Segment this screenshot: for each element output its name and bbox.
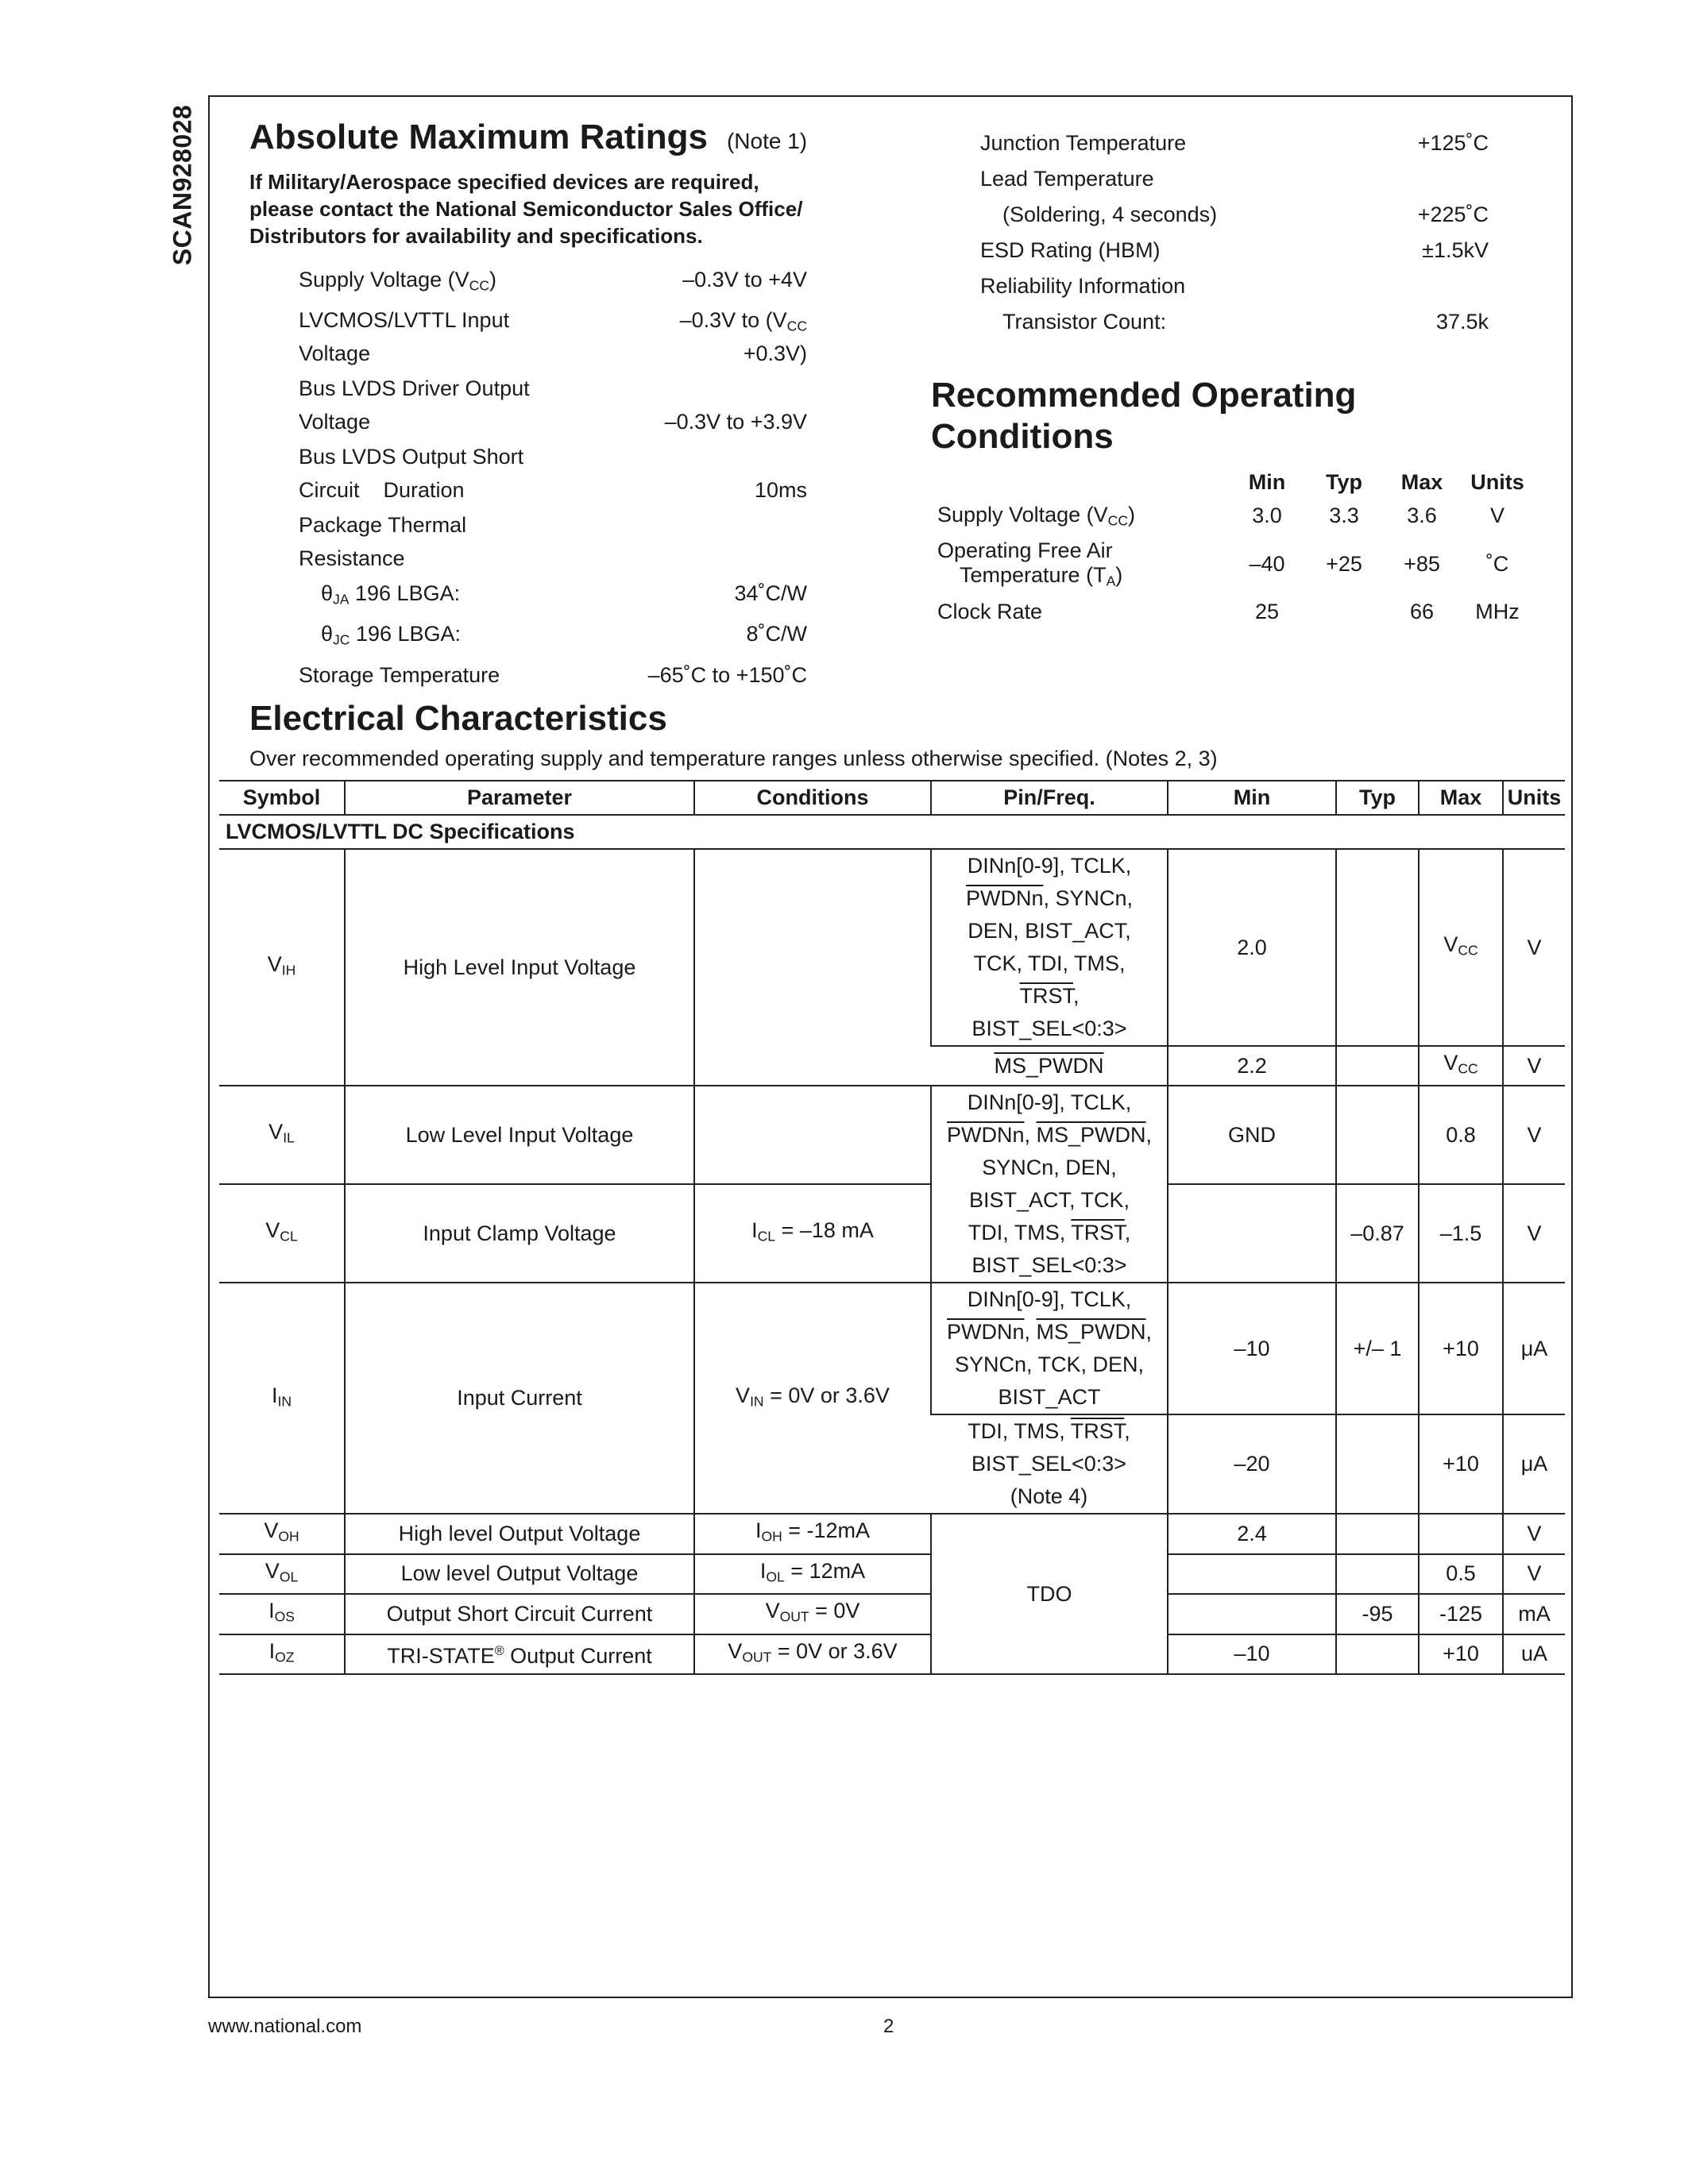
ec-conditions: $V_{OUT} = 0V$ or 3.6V [694, 1634, 931, 1674]
rating-value: 8˚C/W [746, 622, 807, 646]
ec-max: 0.8 [1419, 1086, 1503, 1184]
rating-value: 37.5k [1435, 310, 1489, 334]
roc-header-cell [931, 467, 1230, 498]
ec-max: $V_{CC}$ [1419, 849, 1503, 1046]
ec-min: 2.4 [1168, 1514, 1336, 1553]
rating-row [980, 197, 1489, 233]
ec-subtitle: Over recommended operating supply and temperature ranges unless otherwise specified. (Notes 2, 3) [249, 747, 1218, 770]
ec-units: V [1503, 1184, 1565, 1283]
table-row [219, 1086, 1565, 1184]
table-row [219, 1634, 1565, 1674]
ec-parameter: Low level Output Voltage [345, 1554, 694, 1594]
roc-param: Operating Free Air Temperature $(T_A)$ [937, 538, 1123, 589]
ec-section-row [219, 815, 1565, 849]
ec-typ [1336, 1554, 1419, 1594]
ec-units: V [1503, 1554, 1565, 1594]
ec-section-title: LVCMOS/LVTTL DC Specifications [219, 815, 1565, 849]
table-row [219, 849, 1565, 1046]
roc-row [931, 534, 1535, 594]
rating-label: ESD Rating (HBM) [980, 238, 1161, 262]
ec-header-symbol: Symbol [219, 781, 345, 815]
rating-label: Package Thermal [299, 512, 467, 537]
ec-max: +10 [1419, 1634, 1503, 1674]
rating-label: Junction Temperature [980, 131, 1187, 155]
ec-symbol: $V_{OH}$ [219, 1514, 345, 1553]
ec-symbol: $V_{OL}$ [219, 1554, 345, 1594]
ec-header-row [219, 781, 1565, 815]
ec-header-min: Min [1168, 781, 1336, 815]
roc-header-row [931, 467, 1535, 498]
ec-symbol: $I_{IN}$ [219, 1283, 345, 1514]
ec-parameter: Input Current [345, 1283, 694, 1514]
ec-header-max: Max [1419, 781, 1503, 815]
rating-row [980, 161, 1489, 197]
rating-label: Transistor Count: [1002, 310, 1167, 334]
rating-label: Circuit Duration [299, 477, 465, 502]
roc-table [931, 467, 1535, 629]
table-row [219, 1184, 1565, 1283]
roc-header-cell: Units [1470, 470, 1524, 494]
rating-value: ±1.5kV [1422, 238, 1489, 262]
ec-min: –10 [1168, 1283, 1336, 1414]
ec-units: V [1503, 1046, 1565, 1086]
roc-units: ˚C [1485, 552, 1509, 577]
roc-typ: 3.3 [1329, 504, 1359, 528]
abs-max-title-text: Absolute Maximum Ratings [249, 118, 708, 156]
military-note-line: Distributors for availability and specifications. [249, 224, 703, 248]
ec-pins: DINn[0-9], TCLK, PWDNn, SYNCn, DEN, BIST_ACT, TCK, TDI, TMS, TRST, BIST_SEL<0:3> [931, 849, 1168, 1046]
ec-max [1419, 1514, 1503, 1553]
ec-conditions [694, 849, 931, 1086]
rating-label: $\theta_{JA}$ 196 LBGA: [321, 581, 461, 608]
military-note-line: please contact the National Semiconductor Sales Office/ [249, 197, 803, 221]
ec-parameter: Input Clamp Voltage [345, 1184, 694, 1283]
ec-max: +10 [1419, 1414, 1503, 1514]
ec-min: 2.2 [1168, 1046, 1336, 1086]
rating-value: –0.3V to ($V_{CC}$ [679, 308, 807, 334]
ec-min: 2.0 [1168, 849, 1336, 1046]
ec-pins: DINn[0-9], TCLK, PWDNn, MS_PWDN, SYNCn, DEN, BIST_ACT, TCK, TDI, TMS, TRST, BIST_SEL<0:3> [931, 1086, 1168, 1283]
table-row [219, 1554, 1565, 1594]
abs-max-note: (Note 1) [726, 129, 808, 153]
ec-typ [1336, 1634, 1419, 1674]
table-row [219, 1594, 1565, 1634]
ec-units: mA [1503, 1594, 1565, 1634]
roc-min: 3.0 [1252, 504, 1282, 528]
ec-min: GND [1168, 1086, 1336, 1184]
ec-max: –1.5 [1419, 1184, 1503, 1283]
roc-units: V [1489, 504, 1505, 528]
ec-min: –10 [1168, 1634, 1336, 1674]
ec-title: Electrical Characteristics [249, 699, 667, 738]
ec-typ [1336, 1514, 1419, 1553]
ec-header-conditions: Conditions [694, 781, 931, 815]
ec-header-units: Units [1503, 781, 1565, 815]
rating-row [299, 576, 807, 616]
ec-typ: +/– 1 [1336, 1283, 1419, 1414]
rating-row [299, 541, 807, 576]
rating-label: Voltage [299, 409, 371, 434]
ec-symbol: $V_{CL}$ [219, 1184, 345, 1283]
rating-row [299, 404, 807, 439]
ec-parameter: Output Short Circuit Current [345, 1594, 694, 1634]
ec-symbol: $V_{IL}$ [219, 1086, 345, 1184]
roc-typ: +25 [1326, 552, 1362, 577]
rating-row [299, 616, 807, 657]
rating-row [980, 268, 1489, 304]
side-part-number [159, 102, 207, 268]
rating-value: –0.3V to +3.9V [664, 409, 807, 434]
ec-typ [1336, 1046, 1419, 1086]
abs-max-right-list [980, 125, 1489, 340]
ec-min [1168, 1184, 1336, 1283]
roc-max: 66 [1409, 599, 1435, 623]
ec-symbol: $I_{OZ}$ [219, 1634, 345, 1674]
ec-parameter: High level Output Voltage [345, 1514, 694, 1553]
ec-units: μA [1503, 1283, 1565, 1414]
ec-units: uA [1503, 1634, 1565, 1674]
ec-table [219, 780, 1565, 1675]
rating-value: –65˚C to +150˚C [647, 662, 807, 687]
ec-pins: MS_PWDN [931, 1046, 1168, 1086]
ec-conditions: $V_{OUT} = 0V$ [694, 1594, 931, 1634]
ec-units: μA [1503, 1414, 1565, 1514]
ec-conditions: $I_{OL} = 12mA$ [694, 1554, 931, 1594]
roc-min: –40 [1249, 552, 1285, 577]
rating-label: LVCMOS/LVTTL Input [299, 308, 510, 333]
page-number: 2 [883, 2016, 894, 2037]
ec-parameter: Low Level Input Voltage [345, 1086, 694, 1184]
rating-row [980, 304, 1489, 340]
ec-units: V [1503, 849, 1565, 1046]
abs-max-list [299, 262, 807, 693]
ec-conditions: $V_{IN} = 0V$ or 3.6V [694, 1283, 931, 1514]
ec-typ: –0.87 [1336, 1184, 1419, 1283]
ec-pins: DINn[0-9], TCLK, PWDNn, MS_PWDN, SYNCn, TCK, DEN, BIST_ACT [931, 1283, 1168, 1414]
roc-header-cell: Max [1400, 470, 1443, 494]
ec-min [1168, 1554, 1336, 1594]
ec-parameter: High Level Input Voltage [345, 849, 694, 1086]
ec-max: 0.5 [1419, 1554, 1503, 1594]
ec-symbol: $V_{IH}$ [219, 849, 345, 1086]
ec-units: V [1503, 1514, 1565, 1553]
rating-row [299, 262, 807, 303]
roc-row [931, 498, 1535, 534]
ec-conditions [694, 1086, 931, 1184]
rating-value: +0.3V) [743, 341, 807, 365]
ec-header-typ: Typ [1336, 781, 1419, 815]
rating-row [299, 473, 807, 507]
rating-value: –0.3V to +4V [682, 268, 807, 291]
roc-header-cell: Typ [1326, 470, 1362, 494]
ec-max: $V_{CC}$ [1419, 1046, 1503, 1086]
roc-header-cell: Min [1248, 470, 1286, 494]
rating-label: Reliability Information [980, 274, 1186, 298]
roc-max: +85 [1404, 552, 1440, 577]
ec-conditions: $I_{OH} = -12mA$ [694, 1514, 931, 1553]
roc-title-line: Recommended Operating [931, 376, 1357, 415]
table-row [219, 1514, 1565, 1553]
rating-row [299, 371, 807, 406]
rating-label: Voltage [299, 341, 371, 365]
rating-label: Storage Temperature [299, 662, 500, 687]
ec-max: -125 [1419, 1594, 1503, 1634]
rating-label: Lead Temperature [980, 167, 1154, 191]
ec-min: –20 [1168, 1414, 1336, 1514]
roc-row [931, 595, 1535, 629]
ec-parameter: TRI-STATE® Output Current [345, 1634, 694, 1674]
ec-typ: -95 [1336, 1594, 1419, 1634]
rating-row [980, 233, 1489, 268]
ec-pins: TDI, TMS, TRST, BIST_SEL<0:3> (Note 4) [931, 1414, 1168, 1514]
roc-units: MHz [1475, 599, 1520, 623]
rating-row [299, 507, 807, 542]
roc-title [931, 375, 1356, 457]
rating-label: (Soldering, 4 seconds) [1002, 203, 1218, 226]
footer-url[interactable]: www.national.com [208, 2016, 362, 2037]
ec-header-pin: Pin/Freq. [931, 781, 1168, 815]
ec-units: V [1503, 1086, 1565, 1184]
ec-typ [1336, 849, 1419, 1046]
ec-pins: TDO [931, 1514, 1168, 1674]
ec-symbol: $I_{OS}$ [219, 1594, 345, 1634]
military-note [249, 168, 853, 249]
ec-max: +10 [1419, 1283, 1503, 1414]
table-row [219, 1283, 1565, 1414]
military-note-line: If Military/Aerospace specified devices are required, [249, 170, 759, 194]
roc-min: 25 [1254, 599, 1280, 623]
rating-label: Resistance [299, 546, 405, 570]
ec-min [1168, 1594, 1336, 1634]
rating-label: $\theta_{JC}$ 196 LBGA: [321, 622, 462, 648]
ec-conditions: $I_{CL} = -18$ mA [694, 1184, 931, 1283]
abs-max-title [249, 118, 807, 157]
rating-label: Supply Voltage $(V_{CC})$ [299, 268, 496, 294]
rating-label: Bus LVDS Driver Output [299, 376, 530, 400]
rating-value: +225˚C [1417, 203, 1489, 226]
rating-row [299, 658, 807, 693]
rating-row [980, 125, 1489, 161]
rating-value: 34˚C/W [734, 581, 807, 605]
roc-max: 3.6 [1407, 504, 1437, 528]
rating-value: +125˚C [1417, 131, 1489, 155]
roc-param: Supply Voltage $(V_{CC})$ [937, 503, 1135, 529]
roc-param: Clock Rate [937, 599, 1043, 623]
rating-row [299, 439, 807, 474]
side-part-number-text: SCAN928028 [168, 104, 197, 266]
rating-value: 10ms [754, 477, 807, 502]
ec-typ [1336, 1414, 1419, 1514]
roc-typ [1304, 595, 1384, 629]
roc-title-line: Conditions [931, 417, 1114, 456]
ec-typ [1336, 1086, 1419, 1184]
rating-label: Bus LVDS Output Short [299, 444, 524, 469]
ec-header-parameter: Parameter [345, 781, 694, 815]
